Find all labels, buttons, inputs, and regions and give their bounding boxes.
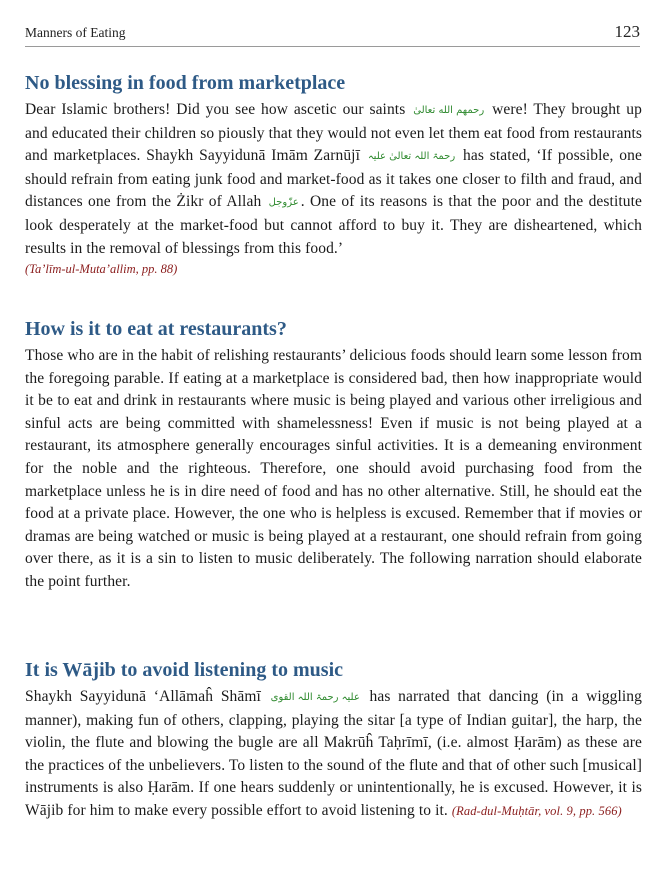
paragraph-text: has stated, ‘If possible, one should refrain from eating junk food and market-food as it takes one closer to filth and fraud, and distances one from the Żikr of Allah: [25, 147, 642, 211]
section-market-food: [25, 70, 642, 278]
page-header: [25, 24, 640, 47]
section-paragraph: [25, 99, 642, 260]
running-title: Manners of Eating: [25, 25, 126, 40]
reference-block: [25, 260, 642, 278]
honorific-calligraphy: عزّوجل: [268, 197, 299, 209]
paragraph-text: Shaykh Sayyidunā ‘Allāmaĥ Shāmī: [25, 688, 261, 705]
honorific-calligraphy: رحمهم الله تعالیٰ: [413, 105, 485, 116]
page-number: 123: [614, 22, 640, 41]
reference-citation: (Rad-dul-Muḥtār, vol. 9, pp. 566): [451, 803, 622, 818]
honorific-calligraphy: علیہ رحمۃ اللہ القوی: [270, 692, 360, 703]
section-heading: It is Wājib to avoid listening to music: [25, 659, 343, 681]
section-heading: How is it to eat at restaurants?: [25, 318, 287, 340]
paragraph-text: Dear Islamic brothers! Did you see how ascetic our saints: [25, 101, 406, 118]
paragraph-text: . One of its reasons is that the poor and the destitute look desperately at the market-food but cannot afford to buy it. They are disheartened, which results in the removal of blessings from this food.’: [25, 193, 642, 257]
section-music: [25, 657, 642, 823]
reference-citation: (Ta’līm-ul-Muta’allim, pp. 88): [25, 262, 178, 277]
paragraph-text: has narrated that dancing (in a wiggling manner), making fun of others, clapping, playing the sitar [a type of Indian guitar], the harp, the violin, the flute and blowing the bugle are all Makrūĥ Taḥrīmī, (i.e. almost Ḥarām) as these are the practices of the unbelievers. To listen to the sound of the flute and that of other such [musical] instruments is also Ḥarām. If one hears suddenly or unintentionally, he is excused. However, it is Wājib for him to make every possible effort to avoid listening to it.: [25, 688, 642, 819]
section-restaurants: [25, 316, 642, 594]
section-paragraph: [25, 686, 642, 823]
section-heading: No blessing in food from marketplace: [25, 72, 346, 94]
paragraph-text: were! They brought up and educated their children so piously that they would not even let them eat food from restaurants and marketplaces. Shaykh Sayyidunā Imām Zarnūjī: [25, 101, 643, 165]
honorific-calligraphy: رحمۃ اللہ تعالیٰ علیہ: [367, 151, 456, 163]
section-paragraph: Those who are in the habit of relishing restaurants’ delicious foods should learn some lesson from the foregoing parable. If eating at a marketplace is considered bad, then how inappropriate would it be to eat and drink in restaurants where music is being played and various other irreligious and sinful acts are being committed with shamelessness! Even if music is not being played at a restaurant, its atmosphere generally encourages sinful activities. It is a demeaning environment for the noble and the righteous. Therefore, one should avoid purchasing food from the marketplace unless he is in dire need of food and has no other alternative. Still, he should eat the food at a private place. However, the one who is helpless is excused. Remember that if movies or dramas are being watched or music is being played at a restaurant, one should refrain from going over there, as it is a sin to listen to music deliberately. The following narration should elaborate the point further.: [25, 347, 642, 590]
